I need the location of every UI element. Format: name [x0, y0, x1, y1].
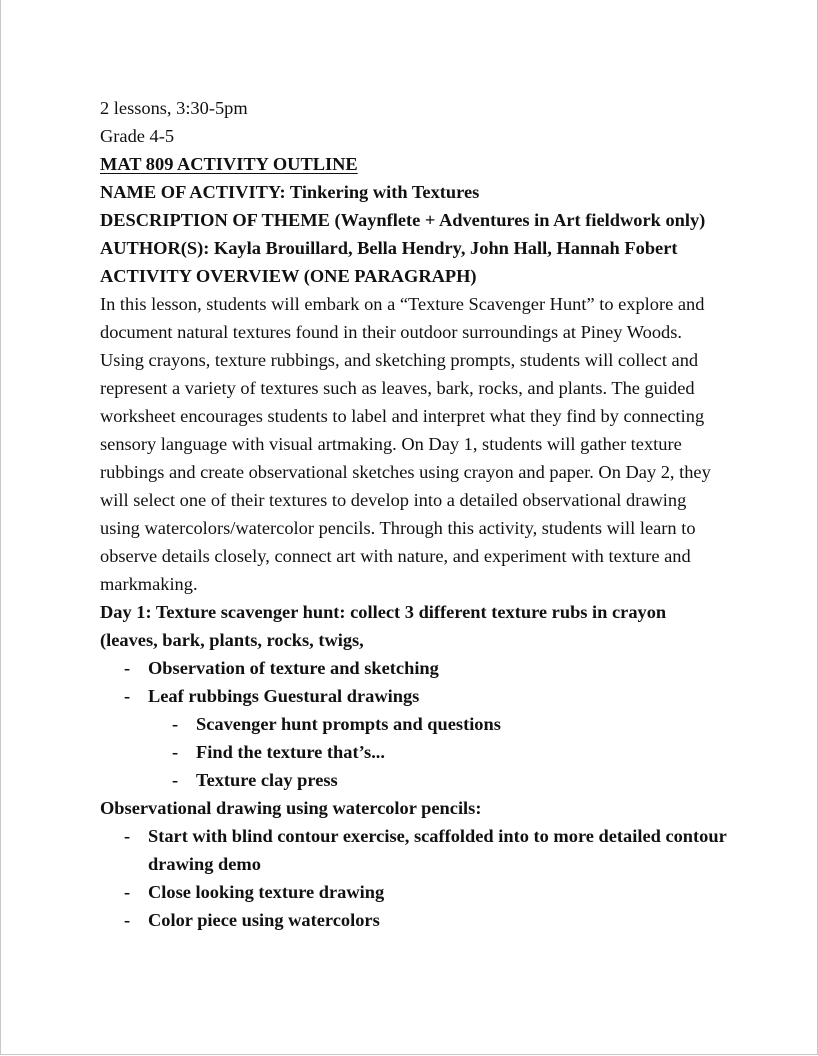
day1-heading: Day 1: Texture scavenger hunt: collect 3 different texture rubs in crayon (leaves, bark, plants, rocks, twigs, [100, 602, 667, 650]
observational-heading: Observational drawing using watercolor pencils: [100, 798, 482, 818]
grade-line: Grade 4-5 [100, 126, 175, 146]
authors-line: AUTHOR(S): Kayla Brouillard, Bella Hendry, John Hall, Hannah Fobert [100, 238, 678, 258]
list-item: - Observation of texture and sketching [100, 654, 728, 682]
observational-list [100, 822, 728, 934]
list-item: - Find the texture that’s... [100, 738, 728, 766]
overview-heading: ACTIVITY OVERVIEW (ONE PARAGRAPH) [100, 266, 477, 286]
outline-title: MAT 809 ACTIVITY OUTLINE [100, 154, 358, 174]
list-item: - Scavenger hunt prompts and questions [100, 710, 728, 738]
list-item: - Color piece using watercolors [100, 906, 728, 934]
day1-list [100, 654, 728, 710]
list-item: - Texture clay press [100, 766, 728, 794]
activity-name: NAME OF ACTIVITY: Tinkering with Textures [100, 182, 480, 202]
list-item: - Start with blind contour exercise, scaffolded into to more detailed contour drawing demo [100, 822, 728, 878]
lessons-line: 2 lessons, 3:30-5pm [100, 98, 248, 118]
overview-paragraph: In this lesson, students will embark on a “Texture Scavenger Hunt” to explore and document natural textures found in their outdoor surroundings at Piney Woods. Using crayons, texture rubbings, and sketching prompts, students will collect and represent a variety of textures such as leaves, bark, rocks, and plants. The guided worksheet encourages students to label and interpret what they find by connecting sensory language with visual artmaking. On Day 1, students will gather texture rubbings and create observational sketches using crayon and paper. On Day 2, they will select one of their textures to develop into a detailed observational drawing using watercolors/watercolor pencils. Through this activity, students will learn to observe details closely, connect art with nature, and experiment with texture and markmaking. [100, 294, 711, 594]
document-body [100, 94, 728, 934]
list-item: - Leaf rubbings Guestural drawings [100, 682, 728, 710]
theme-description: DESCRIPTION OF THEME (Waynflete + Adventures in Art fieldwork only) [100, 210, 706, 230]
list-item: - Close looking texture drawing [100, 878, 728, 906]
day1-sublist [100, 710, 728, 794]
